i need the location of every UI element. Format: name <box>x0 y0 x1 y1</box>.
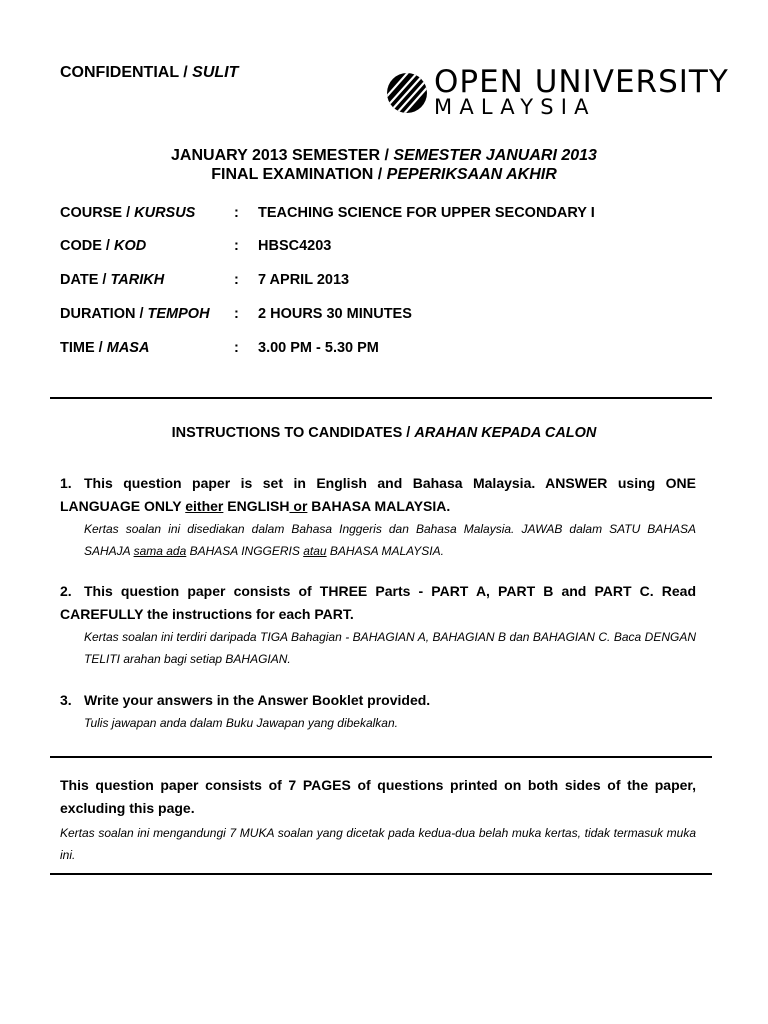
detail-value-course: TEACHING SCIENCE FOR UPPER SECONDARY I <box>258 205 595 221</box>
detail-value-time: 3.00 PM - 5.30 PM <box>258 340 379 356</box>
exam-title: FINAL EXAMINATION / PEPERIKSAAN AKHIR <box>211 166 557 183</box>
instruction-item-2 <box>60 580 696 670</box>
instructions-heading: INSTRUCTIONS TO CANDIDATES / ARAHAN KEPADA CALON <box>171 425 597 441</box>
instruction-en: 3. Write your answers in the Answer Booklet provided. <box>60 692 431 708</box>
oum-striped-circle-icon <box>384 68 430 114</box>
page-count-note <box>60 774 696 866</box>
detail-colon: : <box>234 205 239 221</box>
logo-line1: OPEN UNIVERSITY <box>434 64 729 100</box>
university-logo <box>384 64 729 120</box>
detail-colon: : <box>234 238 239 254</box>
note-en: This question paper consists of 7 PAGES of questions printed on both sides of the paper, excluding this page. <box>60 777 696 816</box>
detail-colon: : <box>234 340 239 356</box>
divider-rule <box>50 873 712 875</box>
logo-line2: MALAYSIA <box>434 95 596 119</box>
detail-colon: : <box>234 272 239 288</box>
detail-label-code: CODE / KOD <box>60 238 147 254</box>
instruction-item-3 <box>60 689 696 734</box>
instruction-en: 1. This question paper is set in English and Bahasa Malaysia. ANSWER using ONE LANGUAGE ONLY either ENGLISH or BAHASA MALAYSIA. <box>60 475 696 514</box>
detail-label-duration: DURATION / TEMPOH <box>60 306 210 322</box>
detail-colon: : <box>234 306 239 322</box>
confidential-label: CONFIDENTIAL / SULIT <box>60 64 239 81</box>
detail-value-date: 7 APRIL 2013 <box>258 272 350 288</box>
divider-rule <box>50 756 712 758</box>
detail-label-date: DATE / TARIKH <box>60 272 165 288</box>
detail-value-duration: 2 HOURS 30 MINUTES <box>258 306 412 322</box>
instruction-en: 2. This question paper consists of THREE Parts - PART A, PART B and PART C. Read CAREFULLY the instructions for each PART. <box>60 583 696 622</box>
note-ms: Kertas soalan ini mengandungi 7 MUKA soalan yang dicetak pada kedua-dua belah muka kertas, tidak termasuk muka ini. <box>60 826 696 862</box>
detail-label-time: TIME / MASA <box>60 340 150 356</box>
instruction-item-1 <box>60 472 696 562</box>
instruction-ms: Kertas soalan ini disediakan dalam Bahasa Inggeris dan Bahasa Malaysia. JAWAB dalam SATU BAHASA SAHAJA sama ada BAHASA INGGERIS atau BAHASA MALAYSIA. <box>84 522 696 558</box>
detail-label-course: COURSE / KURSUS <box>60 205 196 221</box>
divider-rule <box>50 397 712 399</box>
instruction-ms: Kertas soalan ini terdiri daripada TIGA Bahagian - BAHAGIAN A, BAHAGIAN B dan BAHAGIAN C. Baca DENGAN TELITI arahan bagi setiap BAHAGIAN. <box>84 630 696 666</box>
detail-value-code: HBSC4203 <box>258 238 332 254</box>
semester-title: JANUARY 2013 SEMESTER / SEMESTER JANUARI 2013 <box>171 147 597 164</box>
instruction-ms: Tulis jawapan anda dalam Buku Jawapan yang dibekalkan. <box>84 716 398 730</box>
